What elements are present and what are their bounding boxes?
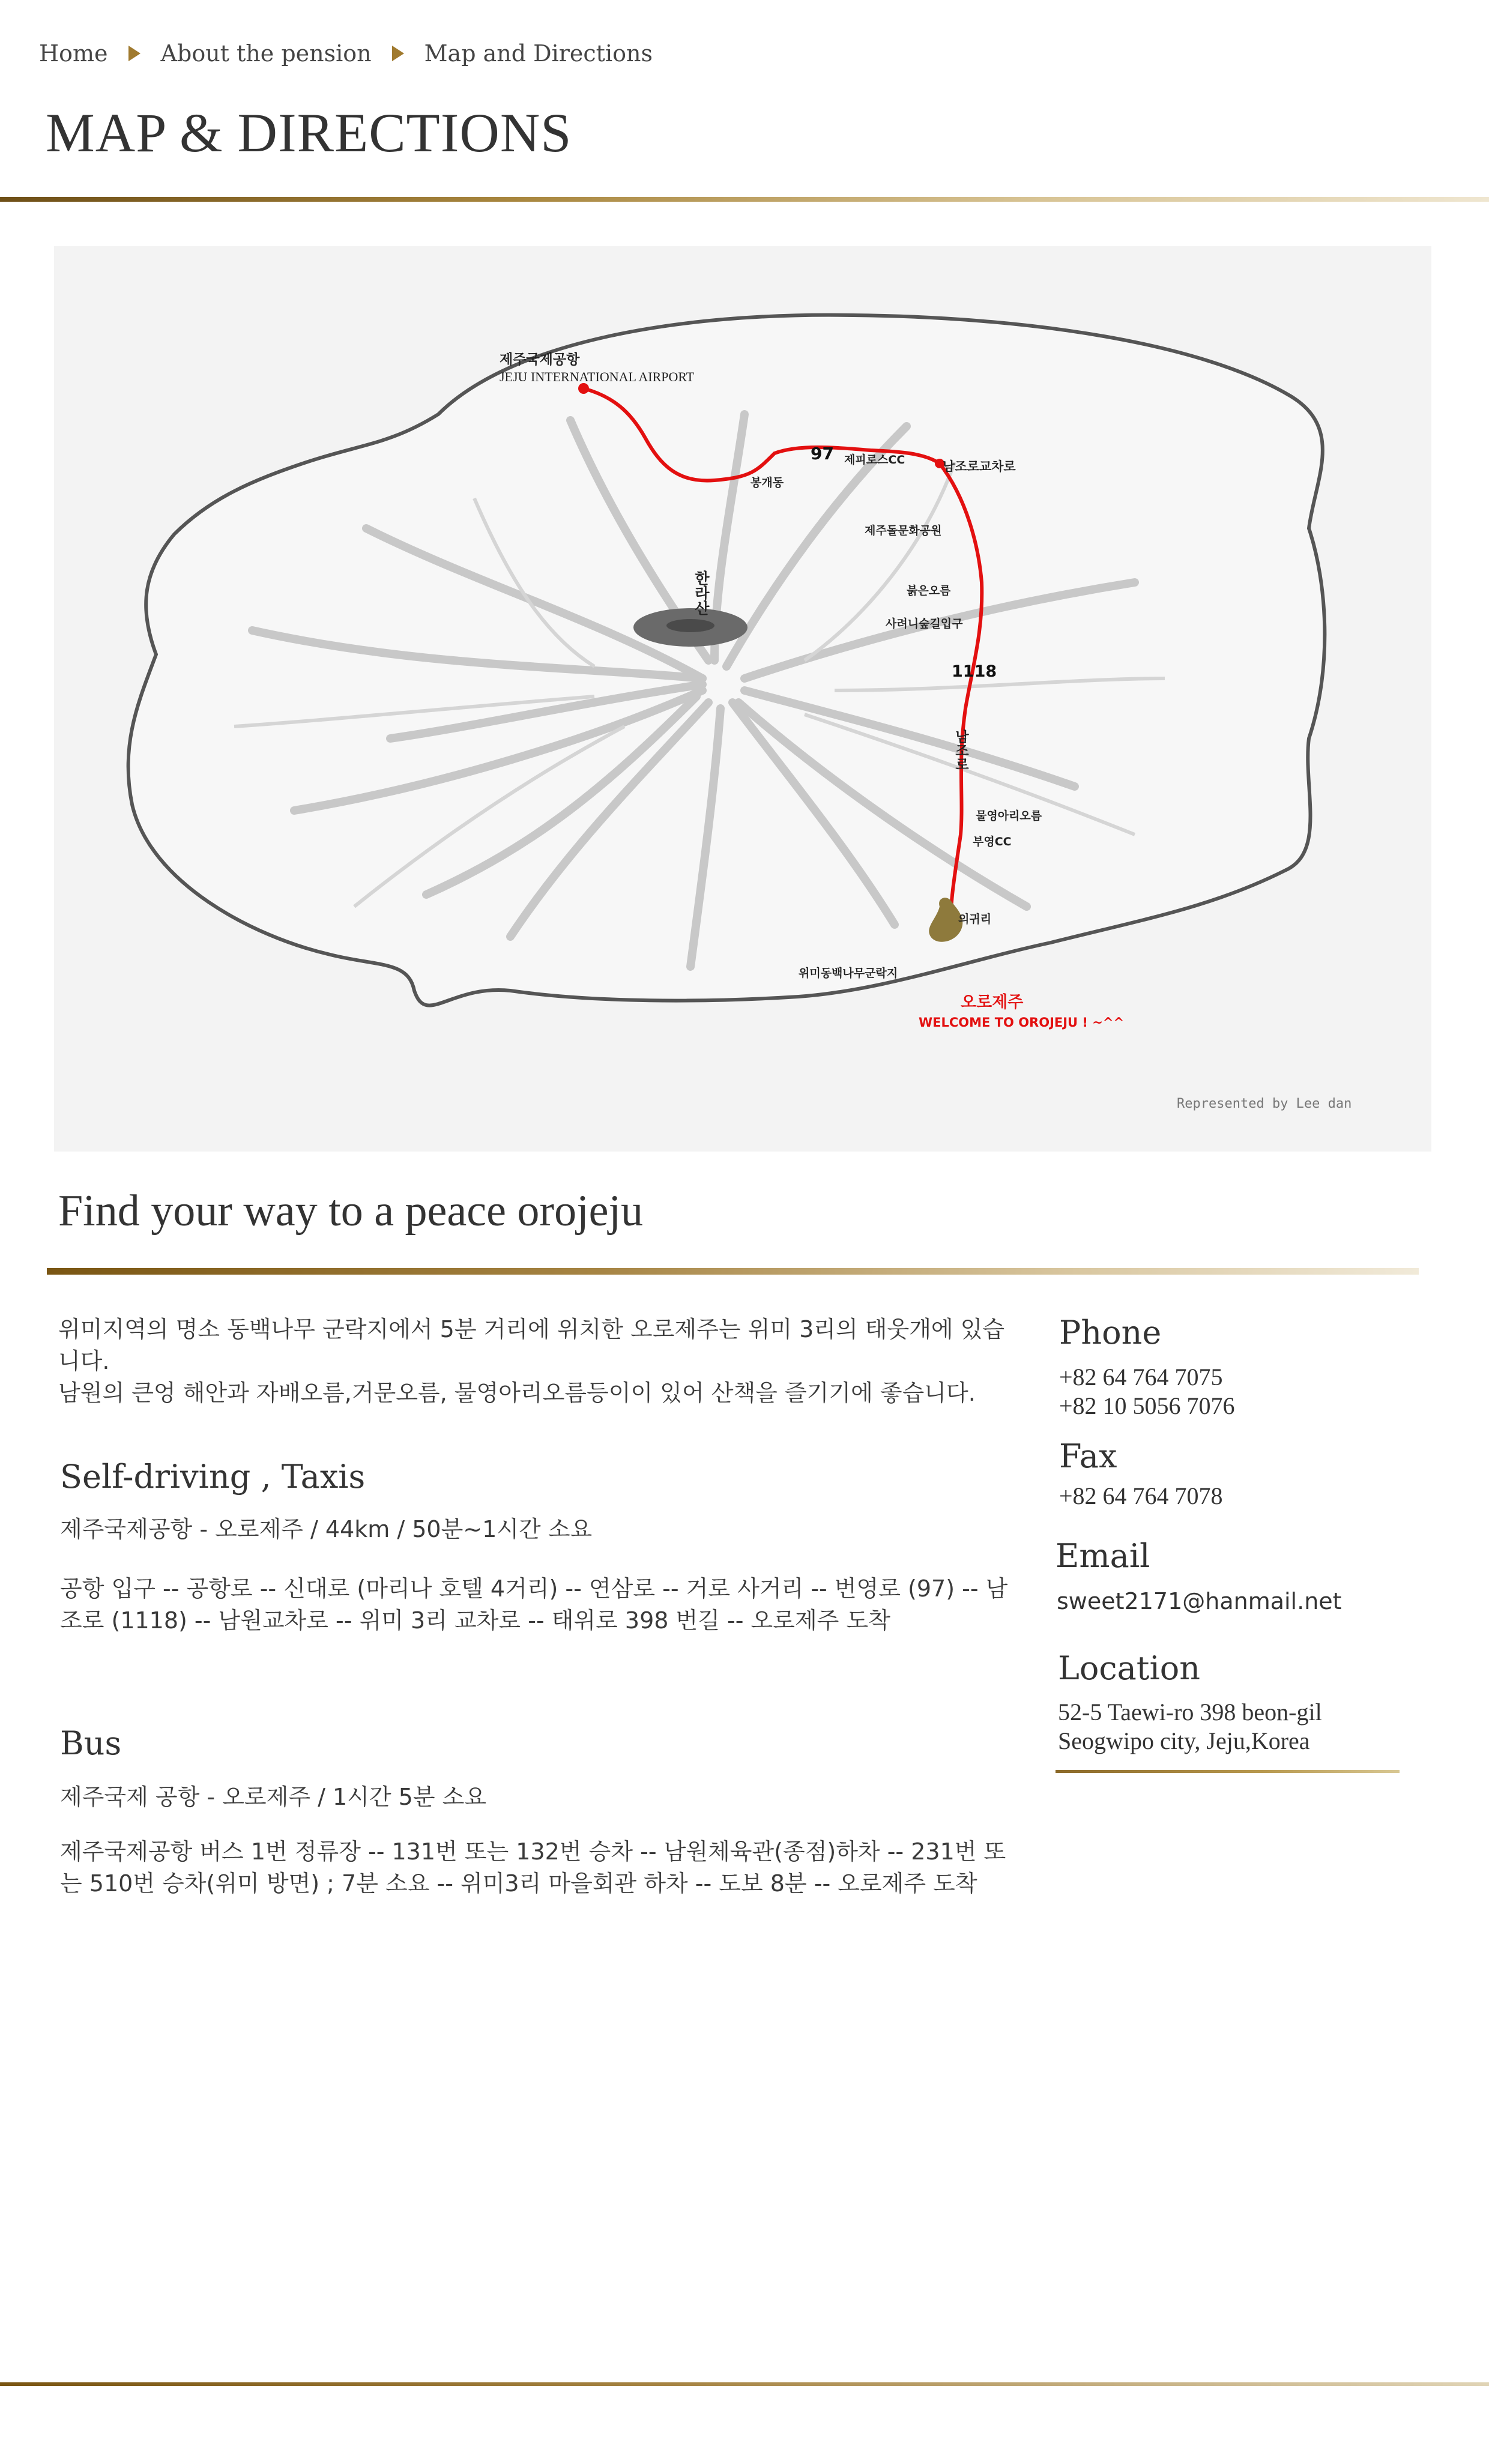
intro-paragraph: 남원의 큰엉 해안과 자배오름,거문오름, 물영아리오름등이이 있어 산책을 즐기기에 좋습니다.: [58, 1380, 976, 1406]
section-divider: [47, 1268, 1419, 1275]
map-label-mulyeong: 물영아리오름: [976, 809, 1042, 823]
section-title: Find your way to a peace orojeju: [58, 1186, 644, 1236]
map-label-saryeoni: 사려니숲길입구: [886, 617, 963, 630]
mobile-number[interactable]: +82 10 5056 7076: [1059, 1392, 1235, 1419]
address-line: Seogwipo city, Jeju,Korea: [1058, 1727, 1310, 1754]
email-heading: Email: [1056, 1537, 1150, 1575]
map-label-wimi-camellia: 위미동백나무군락지: [799, 967, 898, 980]
driving-summary: 제주국제공항 - 오로제주 / 44km / 50분~1시간 소요: [60, 1516, 593, 1542]
email-address[interactable]: sweet2171@hanmail.net: [1057, 1588, 1342, 1614]
phone-values: [1059, 1363, 1235, 1421]
jeju-map-illustration: [54, 246, 1431, 1152]
hallasan-crater-icon: [666, 619, 714, 632]
map-label-hallasan: 한라산: [692, 570, 710, 615]
fax-number: +82 64 764 7078: [1059, 1482, 1223, 1509]
map-label-route1118: 1118: [952, 662, 997, 681]
phone-heading: Phone: [1059, 1314, 1162, 1351]
map-label-namjo-junction: 남조로교차로: [943, 459, 1016, 474]
phone-number[interactable]: +82 64 764 7075: [1059, 1363, 1223, 1391]
driving-route: 공항 입구 -- 공항로 -- 신대로 (마리나 호텔 4거리) -- 연삼로 -- 거로 사거리 -- 번영로 (97) -- 남조로 (1118) -- 남원교차로 -- 위미 3리 교차로 -- 태위로 398 번길 -- 오로제주 도착: [60, 1575, 1008, 1634]
breadcrumb-home-link[interactable]: Home: [39, 40, 108, 67]
jeju-map: [54, 246, 1431, 1152]
airport-marker-icon: [578, 383, 589, 394]
map-label-uigwiri: 의귀리: [958, 913, 992, 926]
map-label-jeffers: 제피로스CC: [844, 453, 905, 467]
map-credit: Represented by Lee dan: [1177, 1096, 1352, 1111]
location-heading: Location: [1058, 1649, 1201, 1687]
driving-title: Self-driving , Taxis: [60, 1458, 366, 1496]
map-label-culture-park: 제주돌문화공원: [865, 524, 942, 537]
map-label-welcome: WELCOME TO OROJEJU ! ~^^: [919, 1015, 1125, 1030]
address: [1058, 1698, 1322, 1756]
breadcrumb-arrow-icon: [128, 46, 140, 61]
intro-paragraph: 위미지역의 명소 동백나무 군락지에서 5분 거리에 위치한 오로제주는 위미 3리의 태웃개에 있습니다.: [58, 1316, 1005, 1374]
map-label-airport-ko: 제주국제공항: [500, 352, 580, 367]
footer-divider: [0, 2382, 1489, 2386]
intro-text: [58, 1314, 1019, 1409]
breadcrumb: [39, 38, 653, 68]
sidebar-divider: [1056, 1770, 1400, 1773]
address-line: 52-5 Taewi-ro 398 beon-gil: [1058, 1699, 1322, 1726]
bus-title: Bus: [60, 1724, 122, 1762]
map-label-buyoung: 부영CC: [973, 835, 1012, 848]
breadcrumb-current[interactable]: Map and Directions: [424, 40, 653, 67]
breadcrumb-about-link[interactable]: About the pension: [160, 40, 372, 67]
breadcrumb-arrow-icon: [392, 46, 404, 61]
map-label-bonggae: 봉개동: [751, 476, 784, 489]
header-divider: [0, 197, 1489, 202]
map-label-airport-en: JEJU INTERNATIONAL AIRPORT: [500, 369, 695, 384]
map-label-bulgeun: 붉은오름: [907, 584, 951, 597]
fax-heading: Fax: [1059, 1437, 1117, 1475]
map-label-route97: 97: [811, 444, 834, 464]
map-label-namjoro: 남조로: [953, 729, 968, 771]
map-label-orojeju: 오로제주: [961, 993, 1024, 1012]
bus-route: 제주국제공항 버스 1번 정류장 -- 131번 또는 132번 승차 -- 남원체육관(종점)하차 -- 231번 또는 510번 승차(위미 방면) ; 7분 소요 -- 위미3리 마을회관 하차 -- 도보 8분 -- 오로제주 도착: [60, 1838, 1006, 1897]
bus-summary: 제주국제 공항 - 오로제주 / 1시간 5분 소요: [60, 1784, 487, 1810]
page-title: MAP & DIRECTIONS: [46, 102, 572, 163]
